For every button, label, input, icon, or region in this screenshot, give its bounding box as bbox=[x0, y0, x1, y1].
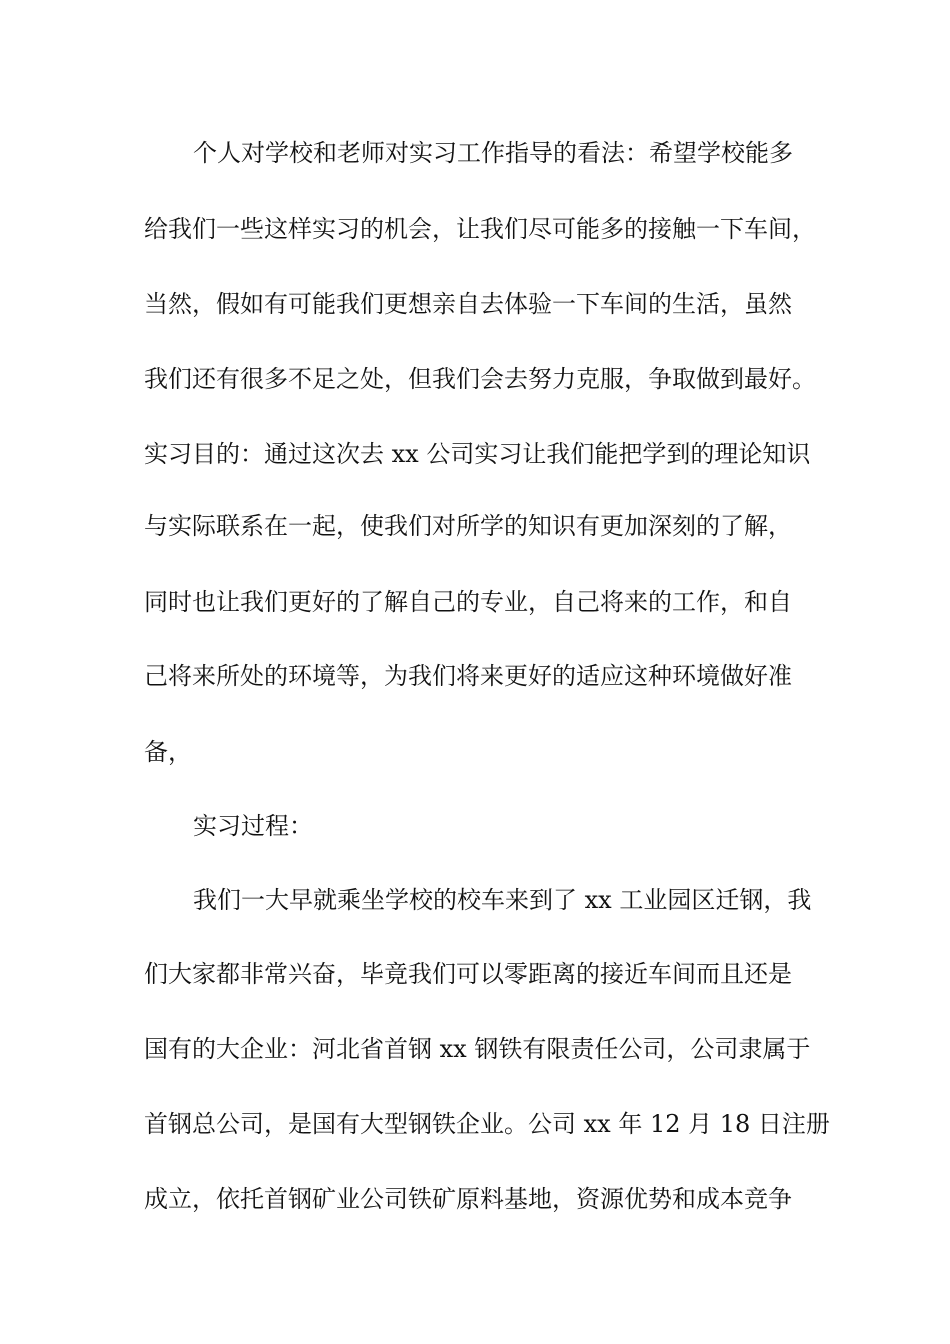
paragraph-line: 首钢总公司，是国有大型钢铁企业。公司 xx 年 12 月 18 日注册 bbox=[144, 1110, 830, 1138]
paragraph-line: 备， bbox=[144, 738, 192, 766]
paragraph-line: 我们一大早就乘坐学校的校车来到了 xx 工业园区迁钢，我 bbox=[193, 886, 812, 914]
paragraph-line: 们大家都非常兴奋，毕竟我们可以零距离的接近车间而且还是 bbox=[144, 960, 792, 988]
paragraph-line: 当然，假如有可能我们更想亲自去体验一下车间的生活，虽然 bbox=[144, 290, 792, 318]
paragraph-line: 个人对学校和老师对实习工作指导的看法：希望学校能多 bbox=[193, 139, 793, 167]
paragraph-line: 给我们一些这样实习的机会，让我们尽可能多的接触一下车间， bbox=[144, 215, 816, 243]
paragraph-line: 实习目的：通过这次去 xx 公司实习让我们能把学到的理论知识 bbox=[144, 440, 811, 468]
paragraph-line: 国有的大企业：河北省首钢 xx 钢铁有限责任公司，公司隶属于 bbox=[144, 1035, 811, 1063]
paragraph-line: 成立，依托首钢矿业公司铁矿原料基地，资源优势和成本竞争 bbox=[144, 1185, 792, 1213]
paragraph-line: 我们还有很多不足之处，但我们会去努力克服，争取做到最好。 bbox=[144, 365, 816, 393]
paragraph-line: 同时也让我们更好的了解自己的专业，自己将来的工作，和自 bbox=[144, 588, 792, 616]
paragraph-line: 与实际联系在一起，使我们对所学的知识有更加深刻的了解， bbox=[144, 512, 792, 540]
section-heading: 实习过程： bbox=[193, 812, 313, 840]
paragraph-line: 己将来所处的环境等，为我们将来更好的适应这种环境做好准 bbox=[144, 662, 792, 690]
